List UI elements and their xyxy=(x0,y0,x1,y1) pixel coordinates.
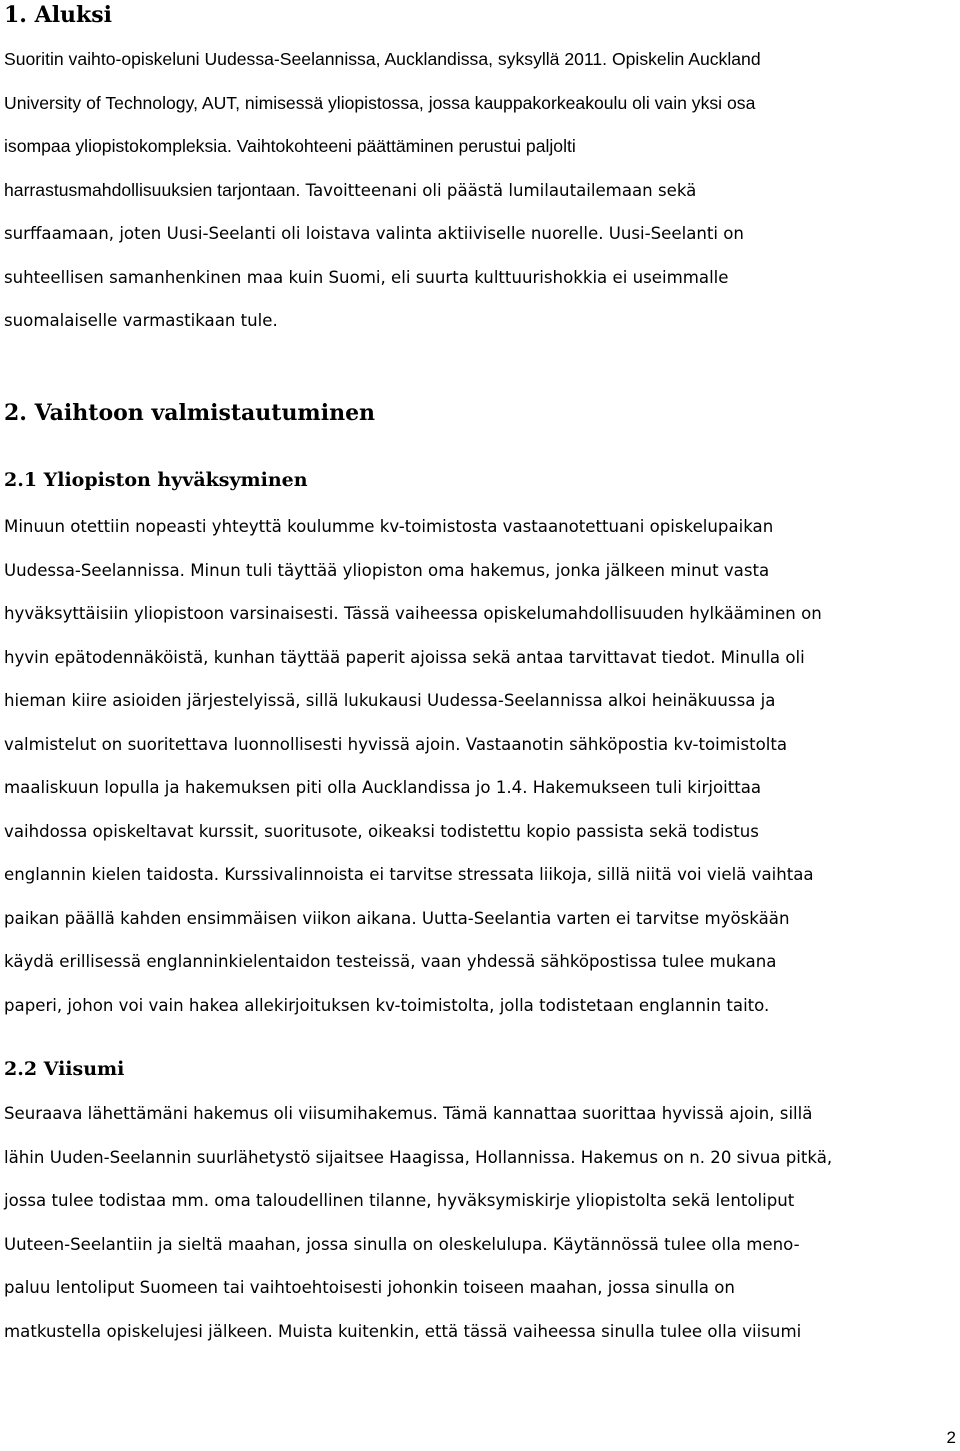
paragraph-line: isompaa yliopistokompleksia. Vaihtokohteeni päättäminen perustui paljolti xyxy=(4,136,576,156)
paragraph-line: Uudessa-Seelannissa. Minun tuli täyttää yliopiston oma hakemus, jonka jälkeen minut vasta xyxy=(4,560,770,580)
paragraph-line: hyvin epätodennäköistä, kunhan täyttää paperit ajoissa sekä antaa tarvittavat tiedot. Minulla oli xyxy=(4,647,805,667)
subsection-2-2-heading: 2.2 Viisumi xyxy=(4,1058,125,1080)
page-number: 2 xyxy=(946,1428,956,1447)
paragraph-line: englannin kielen taidosta. Kurssivalinnoista ei tarvitse stressata liikoja, sillä niitä voi vielä vaihtaa xyxy=(4,865,814,884)
section-1-heading: 1. Aluksi xyxy=(4,2,113,28)
paragraph-line: paluu lentoliput Suomeen tai vaihtoehtoisesti johonkin toiseen maahan, jossa sinulla on xyxy=(4,1278,735,1297)
paragraph-line: lähin Uuden-Seelannin suurlähetystö sijaitsee Haagissa, Hollannissa. Hakemus on n. 20 sivua pitkä, xyxy=(4,1147,833,1167)
paragraph-line: paperi, johon voi vain hakea allekirjoituksen kv-toimistolta, jolla todistetaan englannin taito. xyxy=(4,995,770,1015)
paragraph-line: jossa tulee todistaa mm. oma taloudellinen tilanne, hyväksymiskirje yliopistolta sekä lentoliput xyxy=(4,1191,795,1210)
paragraph-line: maaliskuun lopulla ja hakemuksen piti olla Aucklandissa jo 1.4. Hakemukseen tuli kirjoittaa xyxy=(4,778,762,797)
paragraph-line-part: harrastusmahdollisuuksien tarjontaan. xyxy=(4,179,301,200)
section-1-paragraph xyxy=(4,38,956,343)
paragraph-line: vaihdossa opiskeltavat kurssit, suoritusote, oikeaksi todistettu kopio passista sekä todistus xyxy=(4,821,759,841)
paragraph-line: hyväksyttäisiin yliopistoon varsinaisesti. Tässä vaiheessa opiskelumahdollisuuden hylkääminen on xyxy=(4,604,822,623)
paragraph-line: suomalaiselle varmastikaan tule. xyxy=(4,311,278,330)
paragraph-line: Suoritin vaihto-opiskeluni Uudessa-Seelannissa, Aucklandissa, syksyllä 2011. Opiskelin Auckland xyxy=(4,49,761,69)
paragraph-line: Uuteen-Seelantiin ja sieltä maahan, jossa sinulla on oleskelulupa. Käytännössä tulee olla meno- xyxy=(4,1234,800,1254)
paragraph-line-part: Tavoitteenani oli päästä lumilautailemaan sekä xyxy=(300,180,697,200)
paragraph-line: Seuraava lähettämäni hakemus oli viisumihakemus. Tämä kannattaa suorittaa hyvissä ajoin, sillä xyxy=(4,1104,813,1123)
paragraph-line: University of Technology, AUT, nimisessä yliopistossa, jossa kauppakorkeakoulu oli vain yksi osa xyxy=(4,92,756,113)
paragraph-line: Minuun otettiin nopeasti yhteyttä koulumme kv-toimistosta vastaanotettuani opiskelupaikan xyxy=(4,517,774,536)
paragraph-line: paikan päällä kahden ensimmäisen viikon aikana. Uutta-Seelantia varten ei tarvitse myöskään xyxy=(4,908,790,928)
paragraph-line: suhteellisen samanhenkinen maa kuin Suomi, eli suurta kulttuurishokkia ei useimmalle xyxy=(4,267,729,287)
subsection-2-2-paragraph xyxy=(4,1092,956,1353)
paragraph-line: hieman kiire asioiden järjestelyissä, sillä lukukausi Uudessa-Seelannissa alkoi heinäkuussa ja xyxy=(4,691,776,710)
paragraph-line: valmistelut on suoritettava luonnollisesti hyvissä ajoin. Vastaanotin sähköpostia kv-toimistolta xyxy=(4,734,788,754)
subsection-2-1-heading: 2.1 Yliopiston hyväksyminen xyxy=(4,469,308,491)
paragraph-line: matkustella opiskelujesi jälkeen. Muista kuitenkin, että tässä vaiheessa sinulla tulee olla viisumi xyxy=(4,1321,802,1341)
section-2-heading: 2. Vaihtoon valmistautuminen xyxy=(4,400,376,426)
paragraph-line xyxy=(4,169,956,213)
subsection-2-1-paragraph xyxy=(4,505,956,1027)
paragraph-line: käydä erillisessä englanninkielentaidon testeissä, vaan yhdessä sähköpostissa tulee mukana xyxy=(4,952,777,971)
paragraph-line: surffaamaan, joten Uusi-Seelanti oli loistava valinta aktiiviselle nuorelle. Uusi-Seelanti on xyxy=(4,224,744,243)
